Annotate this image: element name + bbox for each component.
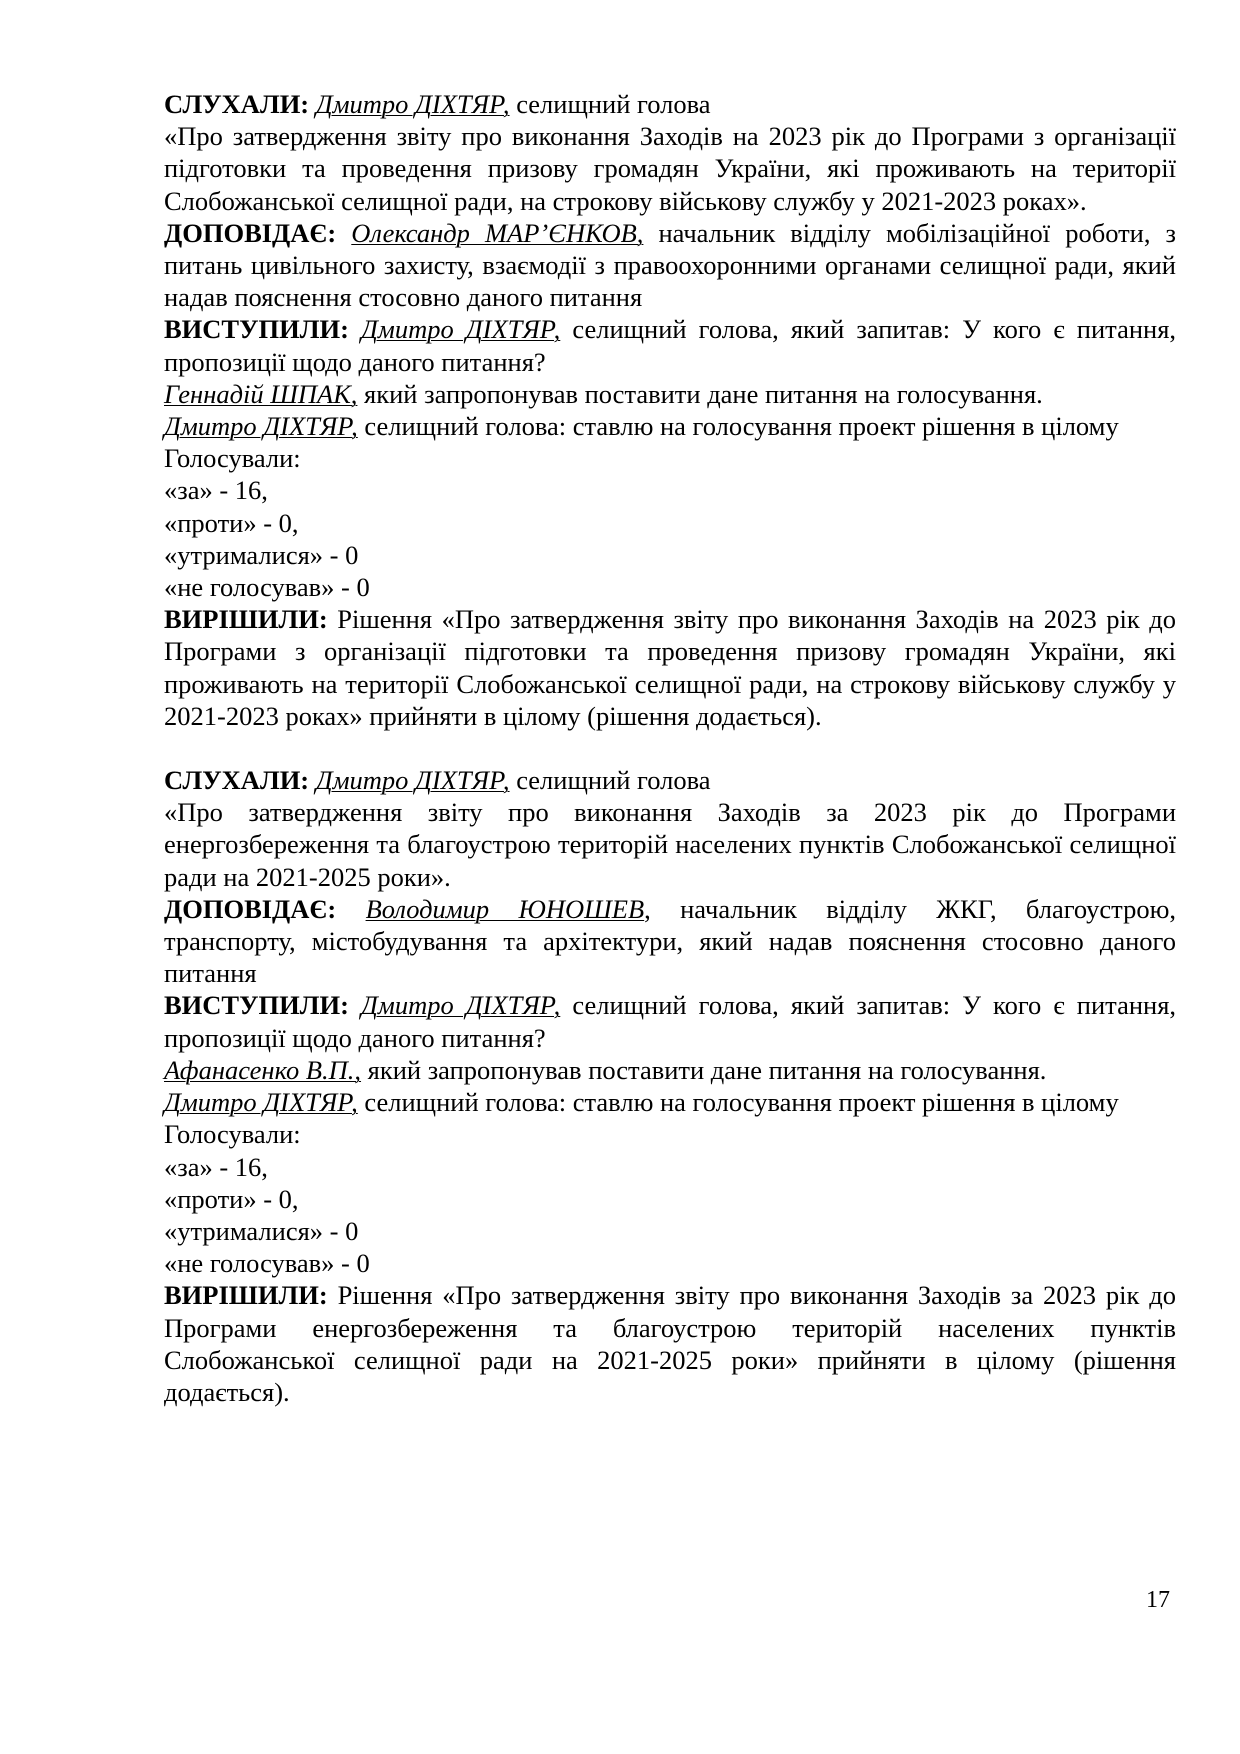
speaker-paragraph	[164, 1086, 1176, 1118]
decided-paragraph	[164, 1279, 1176, 1408]
speaker-text: який запропонував поставити дане питання на голосування.	[357, 378, 1043, 409]
speakers-paragraph	[164, 313, 1176, 377]
vote-against: «проти» - 0,	[164, 507, 299, 538]
decided-label: ВИРІШИЛИ:	[164, 1280, 328, 1311]
topic-text: «Про затвердження звіту про виконання Заходів на 2023 рік до Програми з організації підготовки та проведення призову громадян України, які проживають на території Слобожанської селищної ради, на строкову військову службу у 2021-2023 роках».	[164, 121, 1176, 216]
decided-label: ВИРІШИЛИ:	[164, 604, 328, 635]
heard-name: Дмитро ДІХТЯР,	[315, 89, 510, 119]
reporter-paragraph	[164, 893, 1176, 990]
speaker-paragraph	[164, 378, 1176, 410]
agenda-item-1	[164, 88, 1176, 732]
voting-label: Голосували:	[164, 1119, 301, 1150]
heard-line	[164, 764, 1176, 796]
speaker-name: Дмитро ДІХТЯР,	[361, 314, 561, 345]
section-spacer	[164, 732, 1176, 764]
vote-not-voted: «не голосував» - 0	[164, 572, 370, 603]
heard-role: селищний голова	[509, 89, 711, 119]
heard-role: селищний голова	[509, 765, 711, 796]
vote-abstained: «утрималися» - 0	[164, 1215, 359, 1246]
page-number: 17	[1146, 1587, 1170, 1613]
vote-for: «за» - 16,	[164, 1151, 268, 1182]
vote-for: «за» - 16,	[164, 475, 268, 506]
topic-text: «Про затвердження звіту про виконання Заходів за 2023 рік до Програми енергозбереження та благоустрою територій населених пунктів Слобожанської селищної ради на 2021-2025 роки».	[164, 797, 1176, 892]
vote-against: «проти» - 0,	[164, 1183, 299, 1214]
heard-label: СЛУХАЛИ:	[164, 89, 310, 119]
heard-label: СЛУХАЛИ:	[164, 765, 310, 796]
reporter-name: Володимир ЮНОШЕВ	[365, 893, 645, 924]
reporter-label: ДОПОВІДАЄ:	[164, 893, 337, 924]
speakers-label: ВИСТУПИЛИ:	[164, 990, 349, 1021]
speaker-paragraph	[164, 1054, 1176, 1086]
reporter-text: , начальник відділу ЖКГ, благоустрою, транспорту, містобудування та архітектури, який надав пояснення стосовно даного питання	[164, 893, 1176, 989]
voting-label: Голосували:	[164, 443, 301, 474]
reporter-name: Олександр МАР’ЄНКОВ,	[351, 217, 644, 248]
speaker-text: селищний голова, який запитав: У кого є питання, пропозиції щодо даного питання?	[164, 990, 1177, 1053]
speaker-text: який запропонував поставити дане питання на голосування.	[361, 1054, 1047, 1085]
heard-name: Дмитро ДІХТЯР,	[315, 765, 510, 796]
heard-line	[164, 88, 1176, 120]
speaker-name: Дмитро ДІХТЯР,	[164, 1087, 358, 1118]
decided-paragraph	[164, 603, 1176, 732]
speaker-text: селищний голова, який запитав: У кого є питання, пропозиції щодо даного питання?	[164, 314, 1177, 377]
reporter-label: ДОПОВІДАЄ:	[164, 217, 337, 248]
reporter-paragraph	[164, 217, 1176, 314]
speaker-text: селищний голова: ставлю на голосування проект рішення в цілому	[357, 1087, 1119, 1118]
vote-abstained: «утрималися» - 0	[164, 539, 359, 570]
reporter-text: начальник відділу мобілізаційної роботи, з питань цивільного захисту, взаємодії з правоохоронними органами селищної ради, який надав пояснення стосовно даного питання	[164, 217, 1177, 313]
speaker-name: Дмитро ДІХТЯР,	[361, 990, 561, 1021]
speaker-name: Геннадій ШПАК,	[164, 378, 358, 409]
decided-text: Рішення «Про затвердження звіту про виконання Заходів за 2023 рік до Програми енергозбереження та благоустрою територій населених пунктів Слобожанської селищної ради на 2021-2025 роки» прийняти в цілому (рішення додається).	[164, 1280, 1176, 1407]
agenda-item-2	[164, 764, 1176, 1408]
speakers-label: ВИСТУПИЛИ:	[164, 314, 349, 345]
speaker-paragraph	[164, 410, 1176, 442]
speaker-name: Афанасенко В.П.,	[164, 1054, 362, 1085]
decided-text: Рішення «Про затвердження звіту про виконання Заходів на 2023 рік до Програми з організації підготовки та проведення призову громадян України, які проживають на території Слобожанської селищної ради, на строкову військову службу у 2021-2023 роках» прийняти в цілому (рішення додається).	[164, 604, 1176, 731]
vote-not-voted: «не голосував» - 0	[164, 1248, 370, 1279]
page-body	[164, 88, 1176, 1408]
speakers-paragraph	[164, 989, 1176, 1053]
speaker-name: Дмитро ДІХТЯР,	[164, 411, 358, 442]
speaker-text: селищний голова: ставлю на голосування проект рішення в цілому	[357, 411, 1119, 442]
